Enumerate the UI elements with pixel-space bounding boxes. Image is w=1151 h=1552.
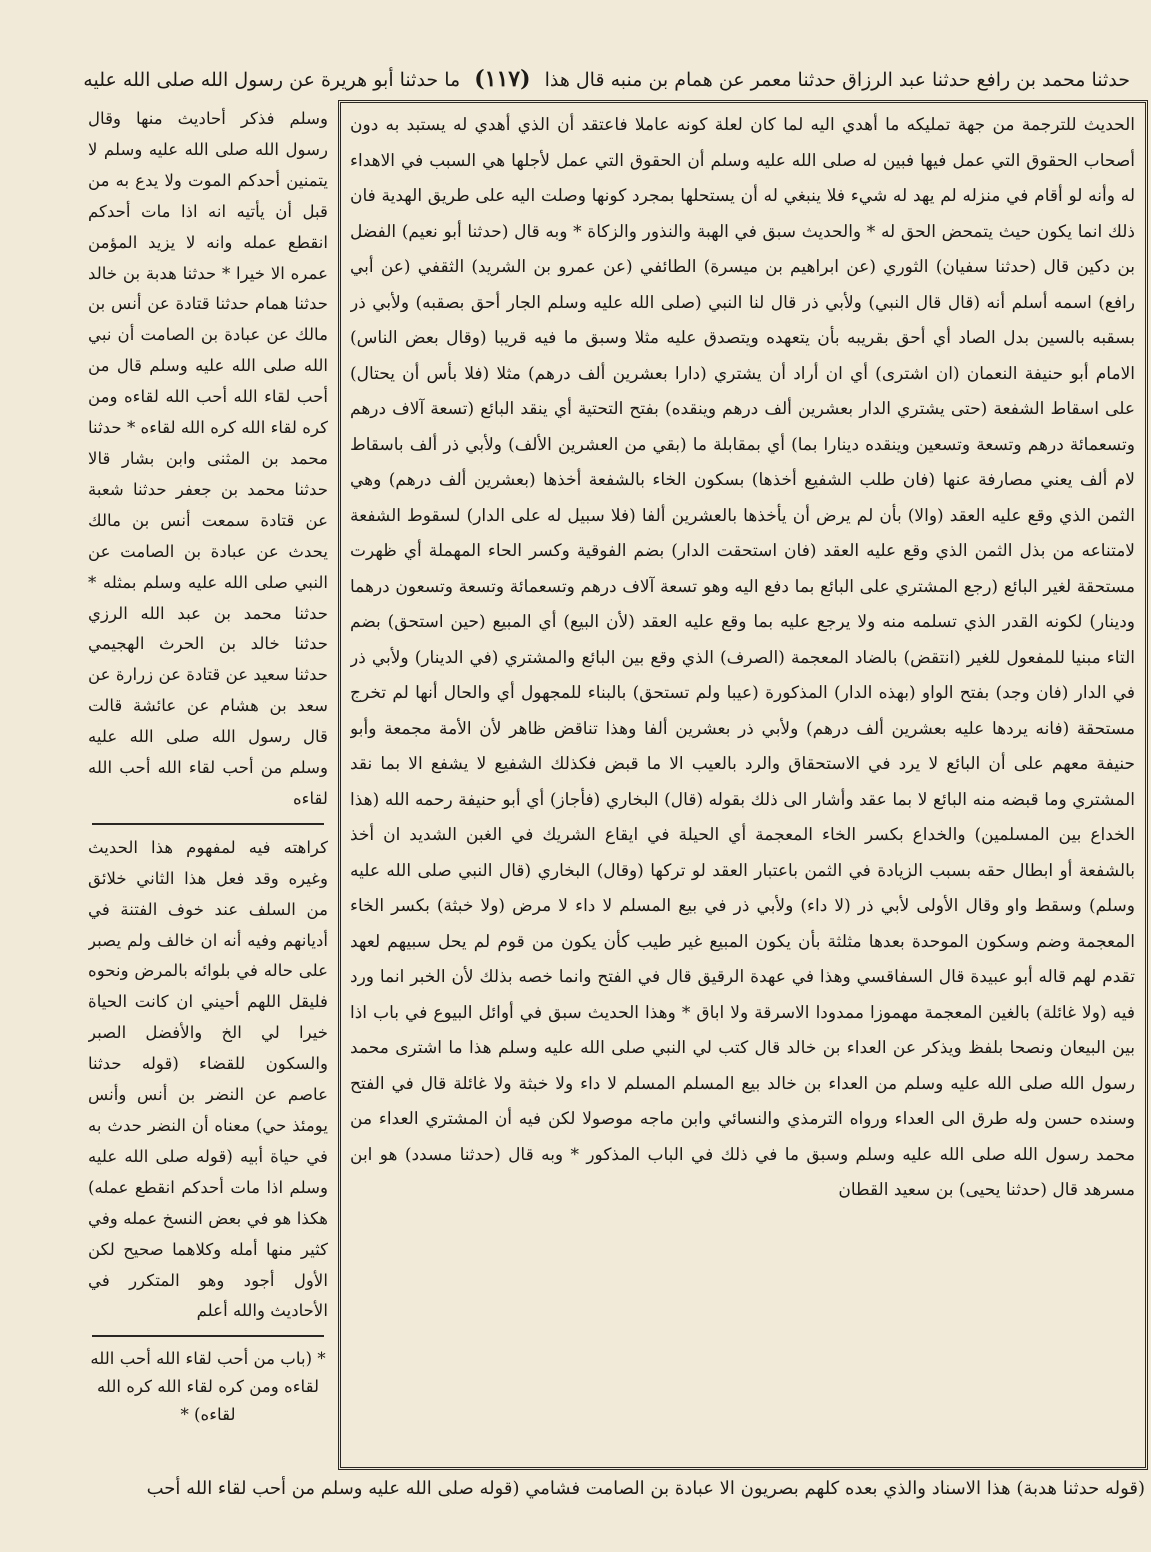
side-paragraph-1: وسلم فذكر أحاديث منها وقال رسول الله صلى الله عليه وسلم لا يتمنين أحدكم الموت ولا يدع به من قبل أن يأتيه انه اذا مات أحدكم انقطع عمله وانه لا يزيد المؤمن عمره الا خيرا * حدثنا هدبة بن خالد حدثنا همام حدثنا قتادة عن أنس بن مالك عن عبادة بن الصامت أن نبي الله صلى الله عليه وسلم قال من أحب لقاء الله أحب الله لقاءه ومن كره لقاء الله كره الله لقاءه * حدثنا محمد بن المثنى وابن بشار قالا حدثنا محمد بن جعفر حدثنا شعبة عن قتادة سمعت أنس بن مالك يحدث عن عبادة بن الصامت عن النبي صلى الله عليه وسلم بمثله * حدثنا محمد بن عبد الله الرزي حدثنا خالد بن الحرث الهجيمي حدثنا سعيد عن قتادة عن زرارة عن سعد بن هشام عن عائشة قالت قال رسول الله صلى الله عليه وسلم من أحب لقاء الله أحب الله لقاءه xyxy=(88,109,328,808)
side-divider-2 xyxy=(92,1335,324,1337)
main-text-block xyxy=(350,108,1135,1464)
side-divider xyxy=(92,823,324,825)
header-text-right: حدثنا محمد بن رافع حدثنا عبد الرزاق حدثنا معمر عن همام بن منبه قال هذا xyxy=(544,69,1130,91)
main-paragraph: الحديث للترجمة من جهة تمليكه ما أهدي اليه لما كان لعلة كونه عاملا فاعتقد أن الذي أهدي له يستبد به دون أصحاب الحقوق التي عمل فيها فبين له صلى الله عليه وسلم أن الحقوق التي عمل لأجلها هي السبب في الاهداء له وأنه لو أقام في منزله لم يهد له شيء فلا ينبغي له أن يستحلها بمجرد كونها وصلت اليه على طريق الهدية فان ذلك انما يكون حيث يتمحض الحق له * والحديث سبق في الهبة والنذور والزكاة * وبه قال (حدثنا أبو نعيم) الفضل بن دكين قال (حدثنا سفيان) الثوري (عن ابراهيم بن ميسرة) الطائفي (عن عمرو بن الشريد) الثقفي (عن أبي رافع) اسمه أسلم أنه (قال قال النبي) ولأبي ذر قال لنا النبي (صلى الله عليه وسلم الجار أحق بصقبه) ولأبي ذر بسقبه بالسين بدل الصاد أي أحق بقريبه بأن يتعهده ويتصدق عليه مثلا وسبق ما فيه قريبا (وقال بعض الناس) الامام أبو حنيفة النعمان (ان اشترى) أي ان أراد أن يشتري (دارا بعشرين ألف درهم) مثلا (فلا بأس أن يحتال) على اسقاط الشفعة (حتى يشتري الدار بعشرين ألف درهم وينقده) بفتح التحتية أي ينقد البائع (تسعة آلاف درهم وتسعمائة درهم وتسعة وتسعين وينقده دينارا بما) أي بمقابلة ما (بقي من العشرين الألف) ولأبي ذر ألف باسقاط لام ألف يعني مصارفة عنها (فان طلب الشفيع أخذها) بسكون الخاء بالشفعة أخذها (بعشرين ألف درهم) وهي الثمن الذي وقع عليه العقد (والا) بأن لم يرض أن يأخذها بالعشرين ألفا (فلا سبيل له على الدار) لسقوط الشفعة لامتناعه من بذل الثمن الذي وقع عليه العقد (فان استحقت الدار) بضم الفوقية وكسر الحاء المهملة أي ظهرت مستحقة لغير البائع (رجع المشتري على البائع بما دفع اليه وهو تسعة آلاف درهم وتسعمائة وتسعة وتسعون درهما ودينار) لكونه القدر الذي تسلمه منه ولا يرجع عليه بما وقع عليه العقد (لأن البيع) أي المبيع (حين استحق) بضم التاء مبنيا للمفعول للغير (انتقض) بالضاد المعجمة (الصرف) الذي وقع بين البائع والمشتري (في الدينار) ولأبي ذر في الدار (فان وجد) بفتح الواو (بهذه الدار) المذكورة (عيبا ولم تستحق) بالبناء للمجهول أي والحال أنها لم تخرج مستحقة (فانه يردها عليه بعشرين ألف درهم) ولأبي ذر بعشرين ألفا وهذا تناقض ظاهر لأن الأمة مجمعة وأبو حنيفة معهم على أن البائع لا يرد في الاستحقاق والرد بالعيب الا ما قبض فكذلك الشفيع لا يشفع الا بما نقد المشتري وما قبضه منه البائع لا بما عقد وأشار الى ذلك بقوله (قال) البخاري (فأجاز) أي أبو حنيفة رحمه الله (هذا الخداع بين المسلمين) والخداع بكسر الخاء المعجمة أي الحيلة في ايقاع الشريك في الغبن الشديد ان أخذ بالشفعة أو ابطال حقه بسبب الزيادة في الثمن باعتبار العقد لو تركها (وقال) البخاري (قال النبي صلى الله عليه وسلم) وسقط واو وقال الأولى لأبي ذر (لا داء) ولأبي ذر في بيع المسلم لا داء لا مرض (ولا خبثة) بكسر الخاء المعجمة وضم وسكون الموحدة بعدها مثلثة بأن يكون المبيع غير طيب كأن يكون من قوم لم يحل سبيهم لعهد تقدم لهم قاله أبو عبيدة قال السفاقسي وهذا في عهدة الرقيق قال في الفتح وانما خصه بذلك لأن الخبر انما ورد فيه (ولا غائلة) بالغين المعجمة مهموزا ممدودا الاسرقة ولا اباق * وهذا الحديث سبق في أوائل البيوع في باب اذا بين البيعان ونصحا بلفظ ويذكر عن العداء بن خالد قال كتب لي النبي صلى الله عليه وسلم هذا ما اشترى محمد رسول الله صلى الله عليه وسلم من العداء بن خالد بيع المسلم المسلم لا داء ولا خبثة ولا غائلة قال في الفتح وسنده حسن وله طرق الى العداء ورواه الترمذي والنسائي وابن ماجه موصولا لكن فيه أن المشتري العداء من محمد رسول الله صلى الله عليه وسلم وسبق ما في ذلك في الباب المذكور * وبه قال (حدثنا مسدد) هو ابن مسرهد قال (حدثنا يحيى) بن سعيد القطان xyxy=(350,115,1135,1200)
header-text-left: ما حدثنا أبو هريرة عن رسول الله صلى الله عليه xyxy=(83,69,461,91)
page-header xyxy=(70,62,1130,98)
page-number: (١١٧) xyxy=(474,66,531,92)
side-commentary-column xyxy=(88,104,328,1476)
side-paragraph-2: كراهته فيه لمفهوم هذا الحديث وغيره وقد فعل هذا الثاني خلائق من السلف عند خوف الفتنة في أديانهم وفيه أنه ان خالف ولم يصبر على حاله في بلوائه بالمرض ونحوه فليقل اللهم أحيني ان كانت الحياة خيرا لي الخ والأفضل الصبر والسكون للقضاء (قوله حدثنا عاصم عن النضر بن أنس وأنس يومئذ حي) معناه أن النضر حدث به في حياة أبيه (قوله صلى الله عليه وسلم اذا مات أحدكم انقطع عمله) هكذا هو في بعض النسخ عمله وفي كثير منها أمله وكلاهما صحيح لكن الأول أجود وهو المتكرر في الأحاديث والله أعلم xyxy=(88,837,328,1321)
footer-text: (قوله حدثنا هدبة) هذا الاسناد والذي بعده كلهم بصريون الا عبادة بن الصامت فشامي (قوله صلى الله عليه وسلم من أحب لقاء الله أحب xyxy=(146,1478,1145,1499)
page-footer-note xyxy=(60,1474,1145,1534)
chapter-heading: * (باب من أحب لقاء الله أحب الله لقاءه ومن كره لقاء الله كره الله لقاءه) * xyxy=(90,1349,326,1425)
